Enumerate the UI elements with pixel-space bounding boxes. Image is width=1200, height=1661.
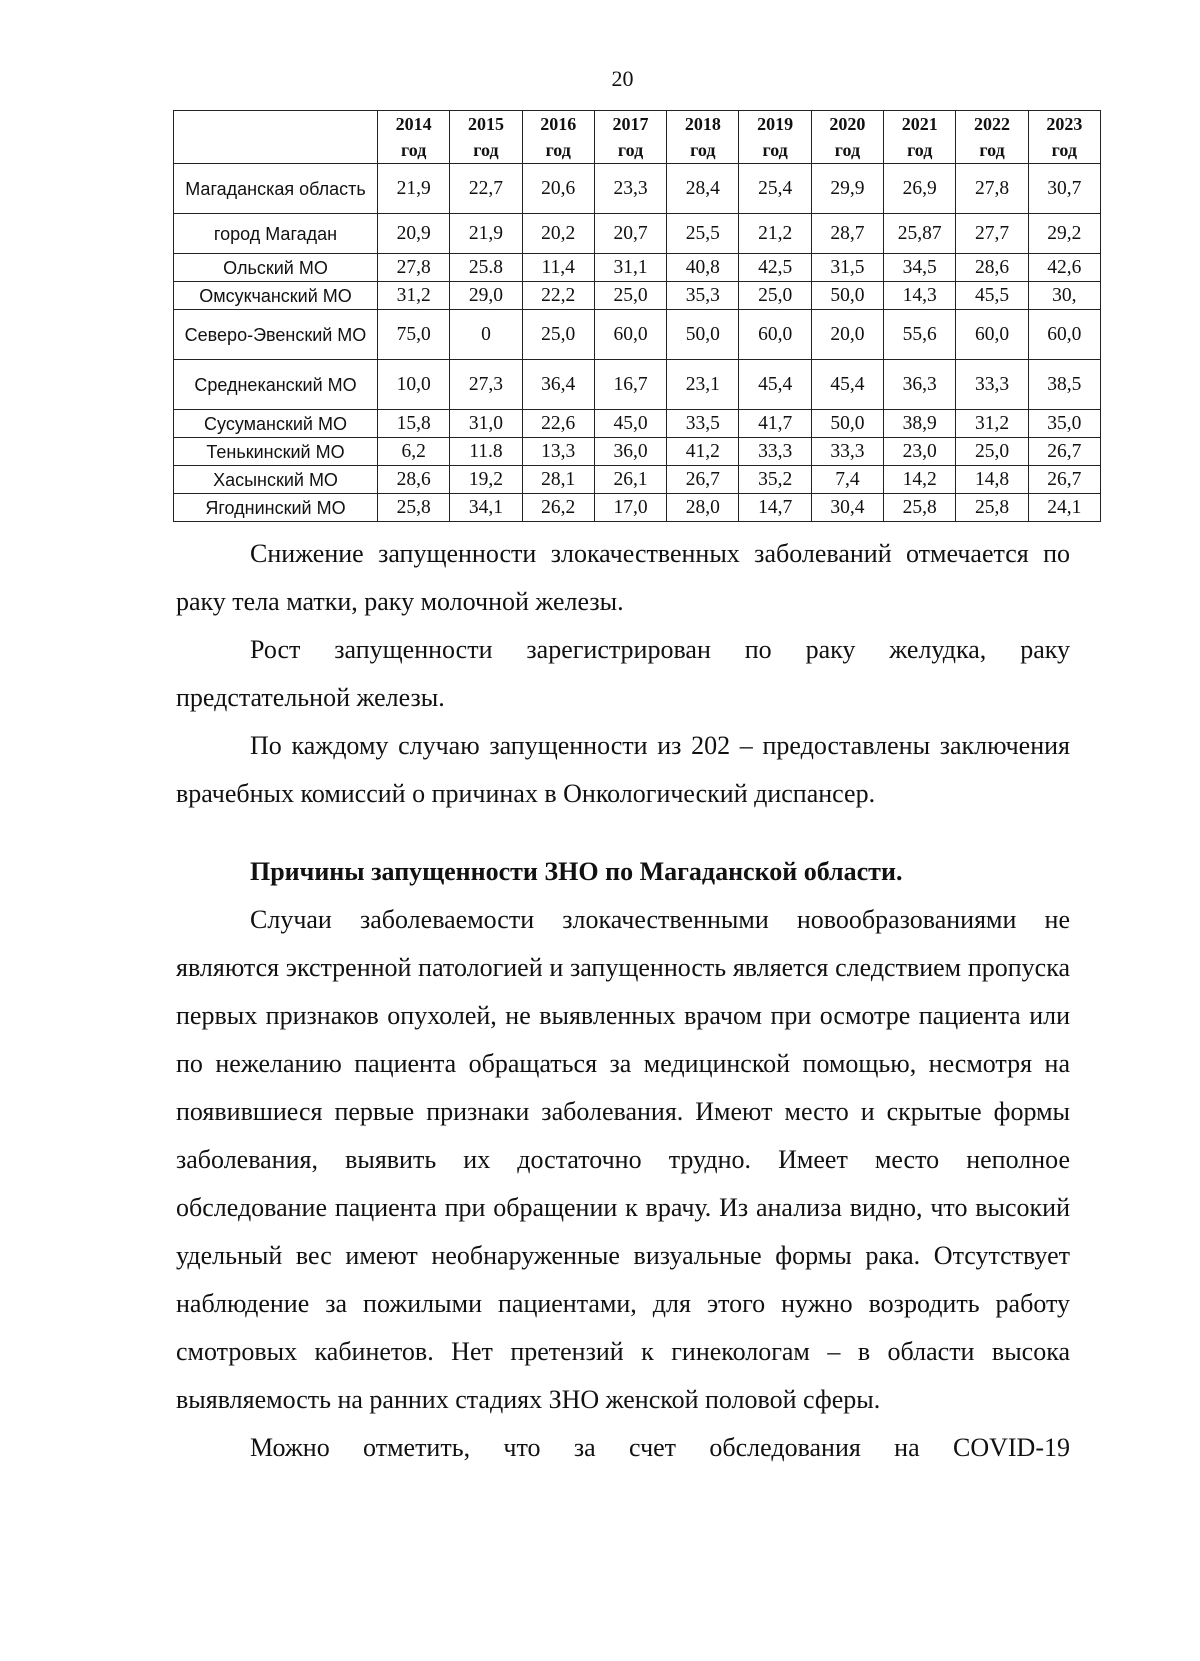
region-name-cell: Ольский МО — [174, 254, 378, 282]
value-cell: 27,3 — [450, 360, 522, 410]
year-suffix: год — [979, 140, 1005, 160]
paragraph-decrease: Снижение запущенности злокачественных заболеваний отмечается по раку тела матки, раку молочной железы. — [176, 539, 1070, 616]
table-row — [174, 164, 1101, 214]
year-label: 2022 — [974, 114, 1011, 134]
value-cell: 36,0 — [594, 438, 666, 466]
table-row — [174, 254, 1101, 282]
value-cell: 26,7 — [1028, 466, 1100, 494]
value-cell: 14,7 — [739, 494, 811, 522]
table-row — [174, 360, 1101, 410]
year-suffix: год — [545, 140, 571, 160]
value-cell: 26,9 — [884, 164, 956, 214]
value-cell: 34,1 — [450, 494, 522, 522]
year-label: 2021 — [901, 114, 938, 134]
value-cell: 21,9 — [450, 214, 522, 254]
value-cell: 21,9 — [378, 164, 450, 214]
year-suffix: год — [907, 140, 933, 160]
value-cell: 11.8 — [450, 438, 522, 466]
year-header-2020 — [811, 111, 883, 164]
value-cell: 25,87 — [884, 214, 956, 254]
value-cell: 36,4 — [522, 360, 594, 410]
value-cell: 19,2 — [450, 466, 522, 494]
value-cell: 27,8 — [378, 254, 450, 282]
region-name-cell: Омсукчанский МО — [174, 282, 378, 310]
year-suffix: год — [1051, 140, 1077, 160]
year-suffix: год — [834, 140, 861, 160]
value-cell: 42,6 — [1028, 254, 1100, 282]
paragraph-increase: Рост запущенности зарегистрирован по раку желудка, раку предстательной железы. — [176, 635, 1070, 712]
value-cell: 31,5 — [811, 254, 883, 282]
value-cell: 25,0 — [739, 282, 811, 310]
value-cell: 20,9 — [378, 214, 450, 254]
value-cell: 25,8 — [378, 494, 450, 522]
table-row — [174, 494, 1101, 522]
value-cell: 50,0 — [811, 282, 883, 310]
year-suffix: год — [473, 140, 499, 160]
paragraph-causes: Случаи заболеваемости злокачественными новообразованиями не являются экстренной патологией и запущенность является следствием пропуска первых признаков опухолей, не выявленных врачом при осмотре пациента или по нежеланию пациента обращаться за медицинской помощью, несмотря на появившиеся первые признаки заболевания. Имеют место и скрытые формы заболевания, выявить их достаточно трудно. Имеет место неполное обследование пациента при обращении к врачу. Из анализа видно, что высокий удельный вес имеют необнаруженные визуальные формы рака. Отсутствует наблюдение за пожилыми пациентами, для этого нужно возродить работу смотровых кабинетов. Нет претензий к гинекологам – в области высока выявляемость на ранних стадиях ЗНО женской половой сферы. — [176, 905, 1070, 1414]
table-row — [174, 282, 1101, 310]
region-name-cell: Северо-Эвенский МО — [174, 310, 378, 360]
value-cell: 26,1 — [594, 466, 666, 494]
value-cell: 40,8 — [667, 254, 739, 282]
value-cell: 20,0 — [811, 310, 883, 360]
value-cell: 10,0 — [378, 360, 450, 410]
region-name-cell: город Магадан — [174, 214, 378, 254]
value-cell: 38,9 — [884, 410, 956, 438]
value-cell: 14,8 — [956, 466, 1028, 494]
value-cell: 60,0 — [956, 310, 1028, 360]
value-cell: 25,8 — [956, 494, 1028, 522]
value-cell: 41,7 — [739, 410, 811, 438]
value-cell: 20,6 — [522, 164, 594, 214]
value-cell: 28,6 — [956, 254, 1028, 282]
table-row — [174, 310, 1101, 360]
value-cell: 29,9 — [811, 164, 883, 214]
year-header-2017 — [594, 111, 666, 164]
value-cell: 60,0 — [1028, 310, 1100, 360]
year-label: 2019 — [757, 114, 794, 134]
value-cell: 31,2 — [956, 410, 1028, 438]
value-cell: 30, — [1028, 282, 1100, 310]
value-cell: 31,0 — [450, 410, 522, 438]
table-row — [174, 410, 1101, 438]
value-cell: 28,6 — [378, 466, 450, 494]
year-header-2015 — [450, 111, 522, 164]
value-cell: 50,0 — [667, 310, 739, 360]
value-cell: 22,2 — [522, 282, 594, 310]
value-cell: 29,2 — [1028, 214, 1100, 254]
body-text-bottom — [176, 848, 1070, 1472]
table-header-corner — [174, 111, 378, 164]
value-cell: 31,1 — [594, 254, 666, 282]
year-header-2023 — [1028, 111, 1100, 164]
value-cell: 7,4 — [811, 466, 883, 494]
section-heading: Причины запущенности ЗНО по Магаданской области. — [250, 857, 903, 886]
value-cell: 25,4 — [739, 164, 811, 214]
value-cell: 50,0 — [811, 410, 883, 438]
region-name-cell: Сусуманский МО — [174, 410, 378, 438]
value-cell: 25,0 — [522, 310, 594, 360]
year-label: 2016 — [540, 114, 577, 134]
year-header-2016 — [522, 111, 594, 164]
value-cell: 45,4 — [739, 360, 811, 410]
value-cell: 41,2 — [667, 438, 739, 466]
value-cell: 29,0 — [450, 282, 522, 310]
value-cell: 0 — [450, 310, 522, 360]
year-header-2021 — [884, 111, 956, 164]
value-cell: 23,1 — [667, 360, 739, 410]
value-cell: 34,5 — [884, 254, 956, 282]
year-label: 2020 — [829, 114, 866, 134]
value-cell: 25,8 — [884, 494, 956, 522]
value-cell: 60,0 — [739, 310, 811, 360]
table-row — [174, 438, 1101, 466]
body-text-top — [176, 530, 1070, 818]
value-cell: 25,0 — [956, 438, 1028, 466]
value-cell: 27,7 — [956, 214, 1028, 254]
value-cell: 25,0 — [594, 282, 666, 310]
value-cell: 23,3 — [594, 164, 666, 214]
region-name-cell: Тенькинский МО — [174, 438, 378, 466]
value-cell: 60,0 — [594, 310, 666, 360]
value-cell: 38,5 — [1028, 360, 1100, 410]
year-header-2014 — [378, 111, 450, 164]
value-cell: 17,0 — [594, 494, 666, 522]
table-row — [174, 466, 1101, 494]
page-number: 20 — [611, 66, 634, 91]
value-cell: 35,2 — [739, 466, 811, 494]
value-cell: 20,2 — [522, 214, 594, 254]
year-header-2022 — [956, 111, 1028, 164]
value-cell: 27,8 — [956, 164, 1028, 214]
value-cell: 45,0 — [594, 410, 666, 438]
year-suffix: год — [400, 140, 427, 160]
year-suffix: год — [617, 140, 644, 160]
year-label: 2014 — [395, 114, 432, 134]
value-cell: 45,5 — [956, 282, 1028, 310]
value-cell: 33,3 — [811, 438, 883, 466]
year-label: 2018 — [684, 114, 721, 134]
value-cell: 33,3 — [739, 438, 811, 466]
year-label: 2023 — [1046, 114, 1083, 134]
value-cell: 13,3 — [522, 438, 594, 466]
value-cell: 30,4 — [811, 494, 883, 522]
year-suffix: год — [762, 140, 788, 160]
value-cell: 28,0 — [667, 494, 739, 522]
value-cell: 26,2 — [522, 494, 594, 522]
value-cell: 22,7 — [450, 164, 522, 214]
value-cell: 26,7 — [667, 466, 739, 494]
year-label: 2017 — [612, 114, 649, 134]
value-cell: 14,2 — [884, 466, 956, 494]
value-cell: 30,7 — [1028, 164, 1100, 214]
value-cell: 28,4 — [667, 164, 739, 214]
year-suffix: год — [690, 140, 716, 160]
value-cell: 25.8 — [450, 254, 522, 282]
region-name-cell: Ягоднинский МО — [174, 494, 378, 522]
value-cell: 25,5 — [667, 214, 739, 254]
region-name-cell: Магаданская область — [174, 164, 378, 214]
value-cell: 16,7 — [594, 360, 666, 410]
value-cell: 75,0 — [378, 310, 450, 360]
value-cell: 42,5 — [739, 254, 811, 282]
value-cell: 35,3 — [667, 282, 739, 310]
value-cell: 6,2 — [378, 438, 450, 466]
value-cell: 26,7 — [1028, 438, 1100, 466]
value-cell: 36,3 — [884, 360, 956, 410]
value-cell: 45,4 — [811, 360, 883, 410]
value-cell: 28,7 — [811, 214, 883, 254]
value-cell: 24,1 — [1028, 494, 1100, 522]
value-cell: 20,7 — [594, 214, 666, 254]
value-cell: 22,6 — [522, 410, 594, 438]
paragraph-commissions: По каждому случаю запущенности из 202 – предоставлены заключения врачебных комиссий о причинах в Онкологический диспансер. — [176, 731, 1070, 808]
table-body — [174, 164, 1101, 522]
region-name-cell: Хасынский МО — [174, 466, 378, 494]
value-cell: 31,2 — [378, 282, 450, 310]
value-cell: 15,8 — [378, 410, 450, 438]
value-cell: 35,0 — [1028, 410, 1100, 438]
table-row — [174, 214, 1101, 254]
value-cell: 28,1 — [522, 466, 594, 494]
year-header-2019 — [739, 111, 811, 164]
year-label: 2015 — [467, 114, 504, 134]
region-name-cell: Среднеканский МО — [174, 360, 378, 410]
paragraph-covid: Можно отметить, что за счет обследования на COVID-19 — [250, 1433, 1070, 1462]
value-cell: 55,6 — [884, 310, 956, 360]
value-cell: 14,3 — [884, 282, 956, 310]
value-cell: 33,3 — [956, 360, 1028, 410]
launched-cases-table — [173, 110, 1101, 522]
value-cell: 23,0 — [884, 438, 956, 466]
table-header-row — [174, 111, 1101, 164]
value-cell: 11,4 — [522, 254, 594, 282]
year-header-2018 — [667, 111, 739, 164]
value-cell: 21,2 — [739, 214, 811, 254]
value-cell: 33,5 — [667, 410, 739, 438]
